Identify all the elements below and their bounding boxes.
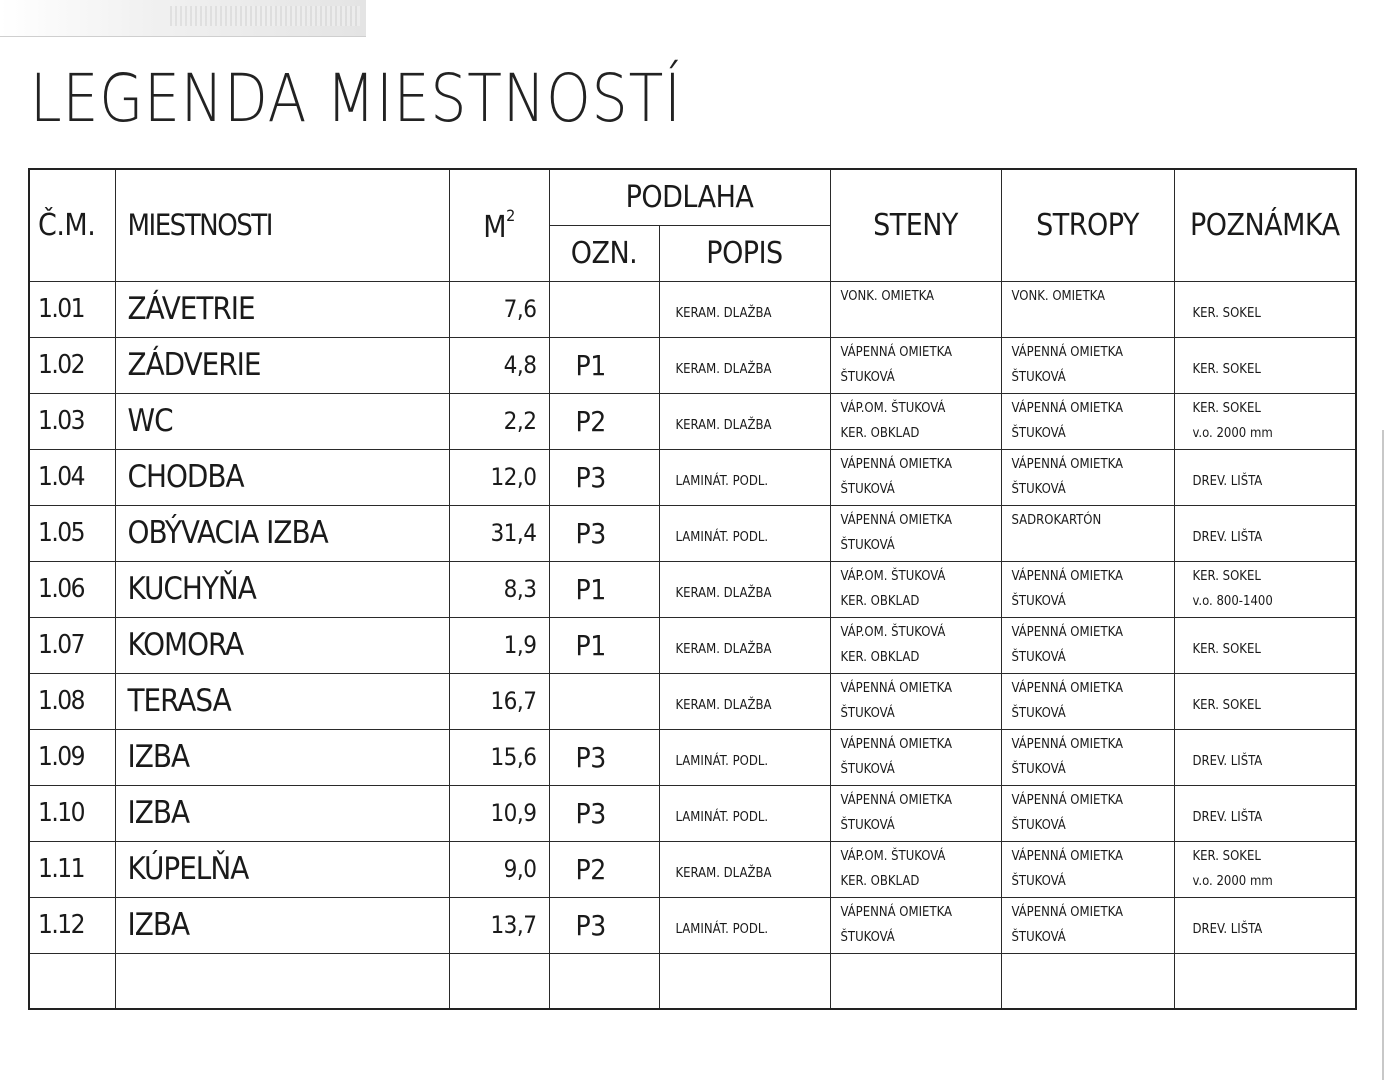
room-number-cell: 1.08 — [29, 673, 115, 729]
room-name-cell: KUCHYŇA — [115, 561, 449, 617]
ceiling-line-1: VÁPENNÁ OMIETKA — [1011, 344, 1124, 360]
room-area-cell: 16,7 — [449, 673, 549, 729]
room-number-cell: 1.10 — [29, 785, 115, 841]
floor-code-cell: P3 — [549, 449, 659, 505]
table-row — [29, 897, 1356, 953]
floor-description-cell: KERAM. DLAŽBA — [659, 617, 830, 673]
note-line-1: KER. SOKEL — [1192, 305, 1261, 321]
floor-description-cell: KERAM. DLAŽBA — [659, 281, 830, 337]
note-line-1: DREV. LIŠTA — [1192, 473, 1263, 489]
room-number-cell: 1.06 — [29, 561, 115, 617]
header-cm: Č.M. — [29, 169, 115, 281]
room-area-cell: 10,9 — [449, 785, 549, 841]
empty-cell — [1001, 953, 1174, 1009]
room-area-cell: 15,6 — [449, 729, 549, 785]
header-steny: STENY — [830, 169, 1001, 281]
room-number-cell: 1.01 — [29, 281, 115, 337]
note-line-2: v.o. 2000 mm — [1192, 425, 1273, 441]
ceiling-line-1: VÁPENNÁ OMIETKA — [1011, 904, 1124, 920]
empty-cell — [449, 953, 549, 1009]
note-line-2: v.o. 2000 mm — [1192, 873, 1273, 889]
room-name-cell: KOMORA — [115, 617, 449, 673]
room-number-cell: 1.03 — [29, 393, 115, 449]
ceiling-line-1: VÁPENNÁ OMIETKA — [1011, 736, 1124, 752]
header-poznamka: POZNÁMKA — [1174, 169, 1356, 281]
note-line-1: DREV. LIŠTA — [1192, 921, 1263, 937]
room-area-cell: 31,4 — [449, 505, 549, 561]
walls-line-2: KER. OBKLAD — [840, 873, 920, 889]
room-number-cell: 1.05 — [29, 505, 115, 561]
walls-line-2: ŠTUKOVÁ — [840, 761, 895, 777]
walls-line-2: KER. OBKLAD — [840, 425, 920, 441]
ceiling-cell — [1001, 337, 1174, 393]
note-line-1: KER. SOKEL — [1192, 848, 1261, 864]
page-title: LEGENDA MIESTNOSTÍ — [30, 60, 682, 137]
floor-description-cell: KERAM. DLAŽBA — [659, 561, 830, 617]
table-row — [29, 617, 1356, 673]
header-area — [449, 169, 549, 281]
ceiling-line-2: ŠTUKOVÁ — [1011, 481, 1066, 497]
room-area-cell: 2,2 — [449, 393, 549, 449]
ceiling-cell — [1001, 617, 1174, 673]
ceiling-line-2: ŠTUKOVÁ — [1011, 817, 1066, 833]
ceiling-cell — [1001, 281, 1174, 337]
walls-line-1: VÁP.OM. ŠTUKOVÁ — [840, 848, 946, 864]
walls-cell — [830, 897, 1001, 953]
header-ozn: OZN. — [549, 225, 659, 281]
header-area-sup: 2 — [506, 205, 515, 225]
room-area-cell: 8,3 — [449, 561, 549, 617]
room-area-cell: 7,6 — [449, 281, 549, 337]
floor-code-cell: P1 — [549, 617, 659, 673]
floor-code-cell: P3 — [549, 785, 659, 841]
walls-line-2: ŠTUKOVÁ — [840, 705, 895, 721]
note-line-1: KER. SOKEL — [1192, 400, 1261, 416]
walls-line-2: ŠTUKOVÁ — [840, 929, 895, 945]
note-cell — [1174, 673, 1356, 729]
floor-code-cell: P1 — [549, 561, 659, 617]
walls-line-1: VÁPENNÁ OMIETKA — [840, 680, 953, 696]
floor-code-cell: P2 — [549, 393, 659, 449]
table-row — [29, 505, 1356, 561]
floor-code-cell: P3 — [549, 729, 659, 785]
floor-description-cell: LAMINÁT. PODL. — [659, 897, 830, 953]
ceiling-cell — [1001, 505, 1174, 561]
header-podlaha: PODLAHA — [549, 169, 830, 225]
floor-code-cell — [549, 281, 659, 337]
walls-line-2: KER. OBKLAD — [840, 649, 920, 665]
floor-code-cell — [549, 673, 659, 729]
empty-cell — [115, 953, 449, 1009]
walls-line-1: VÁPENNÁ OMIETKA — [840, 904, 953, 920]
walls-cell — [830, 617, 1001, 673]
room-area-cell: 1,9 — [449, 617, 549, 673]
room-area-cell: 4,8 — [449, 337, 549, 393]
floor-description-cell: KERAM. DLAŽBA — [659, 673, 830, 729]
table-row — [29, 337, 1356, 393]
floor-description-cell: KERAM. DLAŽBA — [659, 841, 830, 897]
ceiling-line-1: VÁPENNÁ OMIETKA — [1011, 680, 1124, 696]
note-line-1: KER. SOKEL — [1192, 361, 1261, 377]
walls-cell — [830, 393, 1001, 449]
scan-edge-line — [1382, 430, 1384, 1080]
table-row — [29, 449, 1356, 505]
note-cell — [1174, 337, 1356, 393]
ceiling-line-1: VÁPENNÁ OMIETKA — [1011, 624, 1124, 640]
room-name-cell: ZÁDVERIE — [115, 337, 449, 393]
floor-description-cell: LAMINÁT. PODL. — [659, 785, 830, 841]
room-name-cell: IZBA — [115, 897, 449, 953]
ceiling-cell — [1001, 785, 1174, 841]
walls-line-1: VÁPENNÁ OMIETKA — [840, 736, 953, 752]
table-row — [29, 841, 1356, 897]
ceiling-line-1: VÁPENNÁ OMIETKA — [1011, 456, 1124, 472]
room-number-cell: 1.12 — [29, 897, 115, 953]
walls-cell — [830, 281, 1001, 337]
note-line-2: v.o. 800-1400 — [1192, 593, 1273, 609]
room-name-cell: IZBA — [115, 729, 449, 785]
room-name-cell: CHODBA — [115, 449, 449, 505]
room-name-cell: TERASA — [115, 673, 449, 729]
ceiling-cell — [1001, 673, 1174, 729]
floor-description-cell: LAMINÁT. PODL. — [659, 449, 830, 505]
room-name-cell: ZÁVETRIE — [115, 281, 449, 337]
floor-code-cell: P3 — [549, 897, 659, 953]
walls-line-2: ŠTUKOVÁ — [840, 537, 895, 553]
note-cell — [1174, 785, 1356, 841]
ceiling-line-1: VONK. OMIETKA — [1011, 288, 1106, 304]
ceiling-cell — [1001, 729, 1174, 785]
walls-line-1: VÁPENNÁ OMIETKA — [840, 512, 953, 528]
walls-cell — [830, 841, 1001, 897]
floor-code-cell: P1 — [549, 337, 659, 393]
walls-line-2: ŠTUKOVÁ — [840, 369, 895, 385]
walls-line-2: ŠTUKOVÁ — [840, 817, 895, 833]
room-legend-table — [28, 168, 1357, 1010]
floor-description-cell: KERAM. DLAŽBA — [659, 337, 830, 393]
ceiling-line-2: ŠTUKOVÁ — [1011, 369, 1066, 385]
ceiling-line-2: ŠTUKOVÁ — [1011, 425, 1066, 441]
ceiling-line-2: ŠTUKOVÁ — [1011, 761, 1066, 777]
note-cell — [1174, 617, 1356, 673]
room-number-cell: 1.07 — [29, 617, 115, 673]
empty-cell — [29, 953, 115, 1009]
room-area-cell: 12,0 — [449, 449, 549, 505]
note-cell — [1174, 897, 1356, 953]
ceiling-line-1: SADROKARTÓN — [1011, 512, 1102, 528]
table-row — [29, 281, 1356, 337]
ceiling-line-1: VÁPENNÁ OMIETKA — [1011, 792, 1124, 808]
note-cell — [1174, 281, 1356, 337]
note-cell — [1174, 505, 1356, 561]
table-row — [29, 729, 1356, 785]
table-row — [29, 561, 1356, 617]
scan-header-strip — [0, 0, 366, 37]
note-cell — [1174, 449, 1356, 505]
walls-cell — [830, 729, 1001, 785]
walls-line-1: VÁP.OM. ŠTUKOVÁ — [840, 400, 946, 416]
walls-line-1: VÁPENNÁ OMIETKA — [840, 792, 953, 808]
room-number-cell: 1.09 — [29, 729, 115, 785]
room-name-cell: KÚPELŇA — [115, 841, 449, 897]
ceiling-line-2: ŠTUKOVÁ — [1011, 649, 1066, 665]
note-line-1: KER. SOKEL — [1192, 568, 1261, 584]
table-row — [29, 785, 1356, 841]
note-cell — [1174, 393, 1356, 449]
ceiling-cell — [1001, 897, 1174, 953]
ceiling-cell — [1001, 393, 1174, 449]
room-number-cell: 1.02 — [29, 337, 115, 393]
room-number-cell: 1.11 — [29, 841, 115, 897]
ceiling-line-1: VÁPENNÁ OMIETKA — [1011, 568, 1124, 584]
ceiling-cell — [1001, 561, 1174, 617]
walls-line-1: VÁP.OM. ŠTUKOVÁ — [840, 624, 946, 640]
empty-cell — [659, 953, 830, 1009]
note-line-1: DREV. LIŠTA — [1192, 529, 1263, 545]
note-line-1: DREV. LIŠTA — [1192, 753, 1263, 769]
walls-cell — [830, 785, 1001, 841]
walls-line-1: VÁP.OM. ŠTUKOVÁ — [840, 568, 946, 584]
ceiling-cell — [1001, 841, 1174, 897]
table-body — [29, 281, 1356, 1009]
floor-description-cell: KERAM. DLAŽBA — [659, 393, 830, 449]
ceiling-cell — [1001, 449, 1174, 505]
room-name-cell: OBÝVACIA IZBA — [115, 505, 449, 561]
ceiling-line-2: ŠTUKOVÁ — [1011, 873, 1066, 889]
header-popis: POPIS — [659, 225, 830, 281]
ceiling-line-2: ŠTUKOVÁ — [1011, 593, 1066, 609]
table-row-empty — [29, 953, 1356, 1009]
walls-line-2: ŠTUKOVÁ — [840, 481, 895, 497]
walls-line-1: VÁPENNÁ OMIETKA — [840, 456, 953, 472]
room-name-cell: IZBA — [115, 785, 449, 841]
header-miestnosti: MIESTNOSTI — [115, 169, 449, 281]
ceiling-line-2: ŠTUKOVÁ — [1011, 705, 1066, 721]
ceiling-line-1: VÁPENNÁ OMIETKA — [1011, 400, 1124, 416]
note-line-1: KER. SOKEL — [1192, 697, 1261, 713]
note-line-1: KER. SOKEL — [1192, 641, 1261, 657]
header-area-unit: M — [483, 209, 507, 245]
walls-line-2: KER. OBKLAD — [840, 593, 920, 609]
walls-cell — [830, 505, 1001, 561]
walls-cell — [830, 561, 1001, 617]
floor-code-cell: P2 — [549, 841, 659, 897]
table-row — [29, 673, 1356, 729]
floor-description-cell: LAMINÁT. PODL. — [659, 505, 830, 561]
floor-description-cell: LAMINÁT. PODL. — [659, 729, 830, 785]
floor-code-cell: P3 — [549, 505, 659, 561]
ceiling-line-1: VÁPENNÁ OMIETKA — [1011, 848, 1124, 864]
empty-cell — [549, 953, 659, 1009]
ceiling-line-2: ŠTUKOVÁ — [1011, 929, 1066, 945]
empty-cell — [1174, 953, 1356, 1009]
walls-line-1: VONK. OMIETKA — [840, 288, 935, 304]
empty-cell — [830, 953, 1001, 1009]
table-row — [29, 393, 1356, 449]
note-cell — [1174, 561, 1356, 617]
walls-cell — [830, 337, 1001, 393]
note-cell — [1174, 841, 1356, 897]
walls-line-1: VÁPENNÁ OMIETKA — [840, 344, 953, 360]
room-area-cell: 9,0 — [449, 841, 549, 897]
note-line-1: DREV. LIŠTA — [1192, 809, 1263, 825]
walls-cell — [830, 449, 1001, 505]
header-stropy: STROPY — [1001, 169, 1174, 281]
note-cell — [1174, 729, 1356, 785]
walls-cell — [830, 673, 1001, 729]
room-name-cell: WC — [115, 393, 449, 449]
room-number-cell: 1.04 — [29, 449, 115, 505]
room-area-cell: 13,7 — [449, 897, 549, 953]
